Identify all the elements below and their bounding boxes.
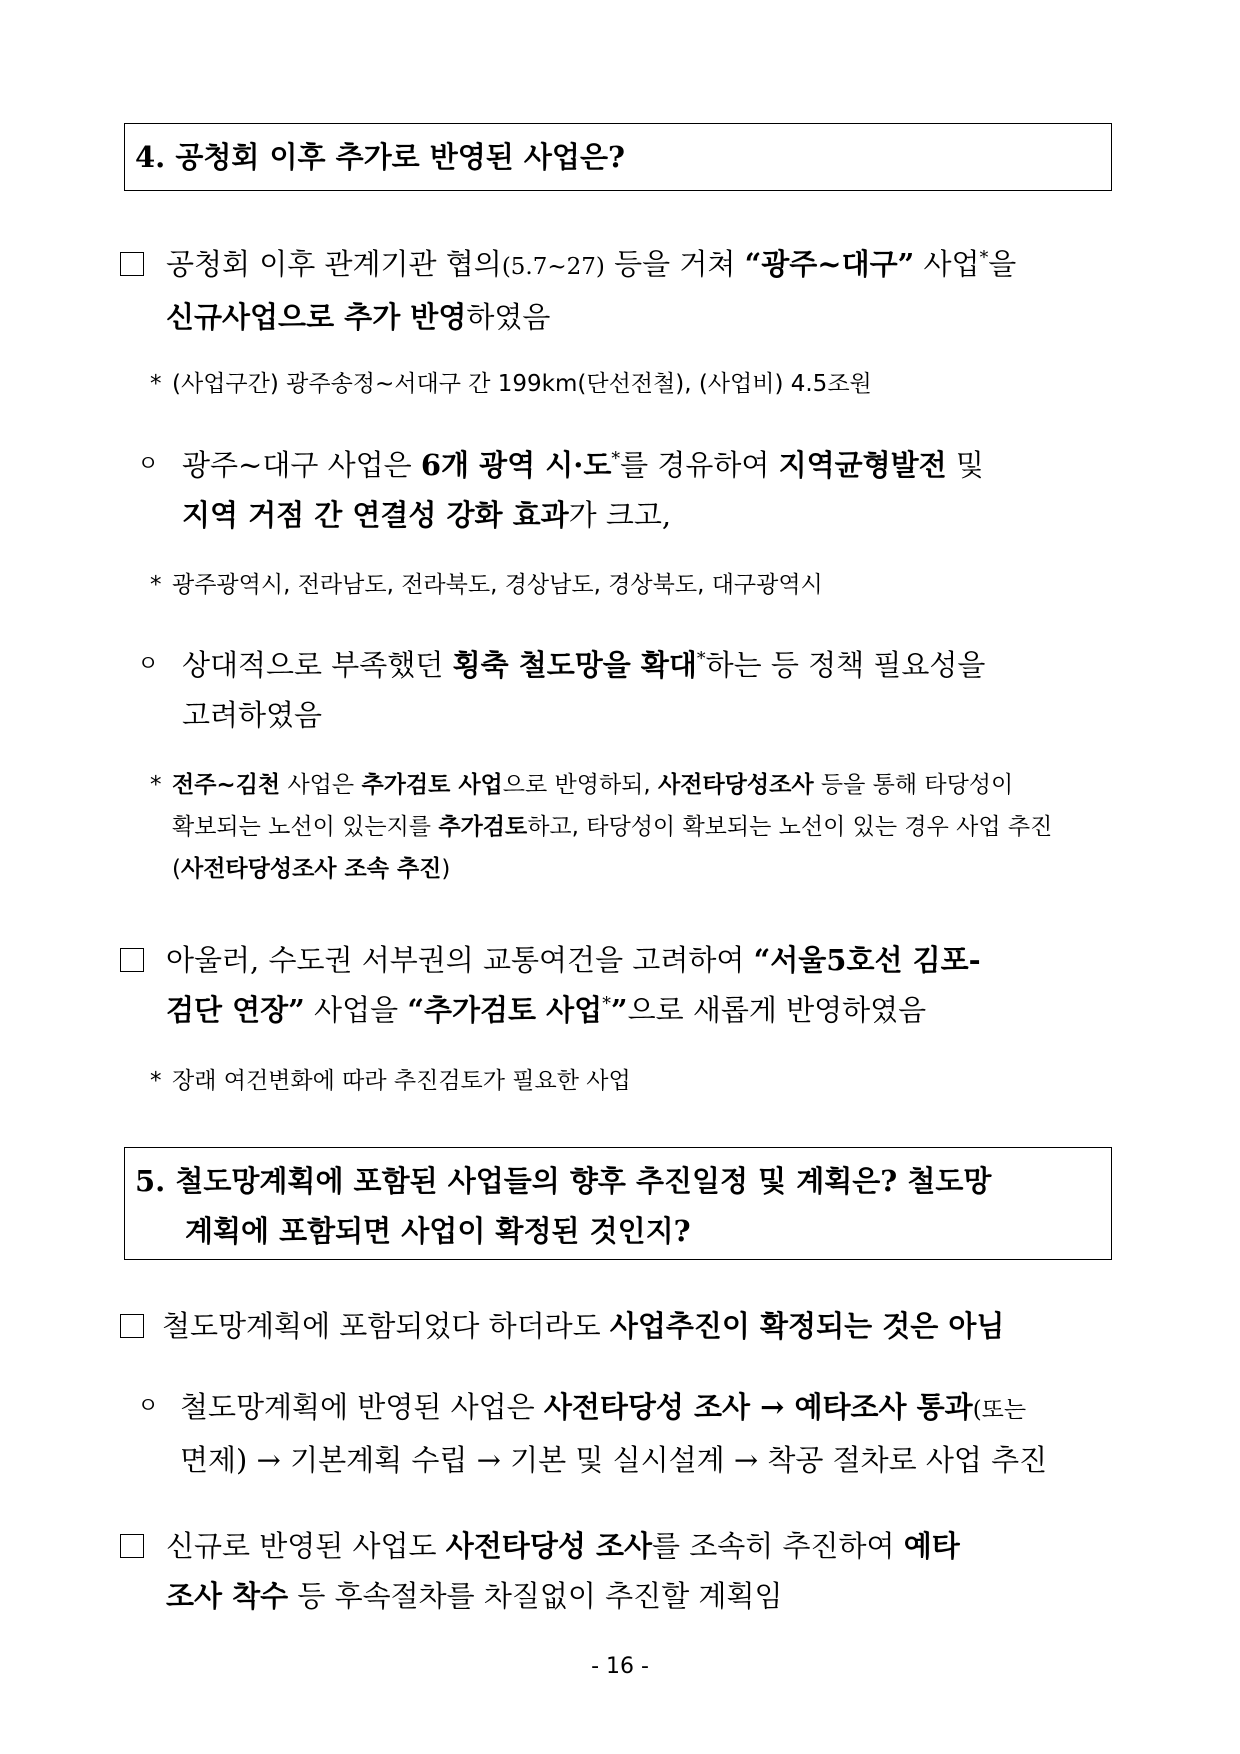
s5-text: 철도망계획에 포함되었다 하더라도: [162, 1309, 610, 1343]
question-5-line-2: 계획에 포함되면 사업이 확정된 것인지?: [185, 1214, 691, 1248]
note-3-text-4: 확보되는 노선이 있는지를: [172, 814, 439, 840]
note-3-bold-3: 사전타당성조사: [658, 772, 814, 798]
s2-bold-3: 지역 거점 간 연결성 강화 효과: [182, 498, 569, 532]
note-3-text-5: 하고, 타당성이 확보되는 노선이 있는 경우 사업 추진: [527, 814, 1053, 840]
note-3-text-1: 사업은: [280, 772, 362, 798]
note-4-text: 장래 여건변화에 따라 추진검토가 필요한 사업: [172, 1068, 631, 1094]
note-star: *: [150, 572, 162, 598]
note-star: *: [150, 371, 162, 397]
question-5-line-1: 5. 철도망계획에 포함된 사업들의 향후 추진일정 및 계획은? 철도망: [135, 1164, 992, 1198]
note-3-bold-1: 전주~김천: [172, 772, 281, 798]
circle-bullet-icon: ㅇ: [137, 652, 159, 677]
s2-text-3: 및: [946, 448, 984, 482]
note-1-text: (사업구간) 광주송정~서대구 간 199km(단선전철), (사업비) 4.5조원: [172, 371, 872, 397]
square-bullet-icon: [120, 948, 144, 972]
s1-bold-2: 신규사업으로 추가 반영: [166, 300, 467, 334]
s7-text-2: 를 조속히 추진하여: [651, 1529, 904, 1563]
circle-bullet-icon: ㅇ: [137, 452, 159, 477]
s6-text: 철도망계획에 반영된 사업은: [180, 1390, 544, 1424]
s2-bold-1: 6개 광역 시·도: [420, 448, 612, 482]
s7-bold-1: 사전타당성 조사: [445, 1529, 652, 1563]
note-3-bold-5: 사전타당성조사 조속 추진: [180, 856, 442, 882]
square-bullet-icon: [120, 252, 144, 276]
s3-text-3: 고려하였음: [182, 698, 323, 732]
question-5-box: [124, 1147, 1112, 1260]
note-4: [150, 1060, 1110, 1102]
s1-text-2: 등을 거쳐: [604, 247, 745, 281]
note-3-text-7: ): [441, 856, 451, 882]
s6-bold-1: 사전타당성 조사 → 예타조사 통과: [543, 1390, 973, 1424]
square-bullet-icon: [120, 1314, 144, 1338]
s2-text: 광주~대구 사업은: [182, 448, 421, 482]
s7-text: 신규로 반영된 사업도: [166, 1529, 446, 1563]
s6-text-3: 면제) → 기본계획 수립 → 기본 및 실시설계 → 착공 절차로 사업 추진: [180, 1443, 1048, 1477]
s7-bold-2: 예타: [903, 1529, 960, 1563]
s3-text: 상대적으로 부족했던: [182, 648, 453, 682]
s1-text-5: 하였음: [466, 300, 551, 334]
note-3-bold-2: 추가검토 사업: [361, 772, 503, 798]
note-star: *: [150, 1068, 162, 1094]
s2-text-2: 를 경유하여: [620, 448, 779, 482]
note-3-text-2: 으로 반영하되,: [502, 772, 659, 798]
note-3: [150, 764, 1112, 890]
section-4: [120, 935, 1116, 1035]
s1-text: 공청회 이후 관계기관 협의: [166, 247, 502, 281]
s5-bold-1: 사업추진이 확정되는 것은 아님: [609, 1309, 1005, 1343]
s1-text-3: 사업: [914, 247, 980, 281]
note-2: [150, 564, 1110, 606]
s3-bold-1: 횡축 철도망을 확대: [452, 648, 697, 682]
note-3-text-6: (: [172, 856, 181, 882]
s1-footnote-mark: *: [979, 248, 989, 269]
section-7: [120, 1521, 1116, 1621]
section-5: [120, 1301, 1116, 1351]
s1-text-4: 을: [988, 247, 1017, 281]
note-1: [150, 363, 1110, 405]
s4-bold-2: 검단 연장”: [166, 993, 305, 1027]
s2-text-4: 가 크고,: [568, 498, 672, 532]
square-bullet-icon: [120, 1534, 144, 1558]
note-3-text-3: 등을 통해 타당성이: [813, 772, 1014, 798]
s4-text-2: 사업을: [304, 993, 408, 1027]
s4-footnote-mark: *: [602, 994, 611, 1015]
s1-project-name: “광주~대구”: [744, 247, 915, 281]
section-2: [136, 440, 1116, 540]
page-number: - 16 -: [591, 1654, 649, 1679]
circle-bullet-icon: ㅇ: [137, 1394, 159, 1419]
s3-text-2: 하는 등 정책 필요성을: [705, 648, 986, 682]
question-4-title: 4. 공청회 이후 추가로 반영된 사업은?: [135, 140, 625, 174]
s2-bold-2: 지역균형발전: [778, 448, 947, 482]
s4-bold-4: ”: [610, 993, 628, 1027]
s4-bold-3: “추가검토 사업: [407, 993, 603, 1027]
s6-text-2: (또는: [972, 1397, 1027, 1423]
section-6: [136, 1382, 1116, 1485]
section-3: [136, 640, 1116, 740]
s7-bold-3: 조사 착수: [166, 1579, 289, 1613]
note-3-bold-4: 추가검토: [438, 814, 528, 840]
s1-date: (5.7~27): [501, 254, 605, 280]
s7-text-3: 등 후속절차를 차질없이 추진할 계획임: [288, 1579, 783, 1613]
note-2-text: 광주광역시, 전라남도, 전라북도, 경상남도, 경상북도, 대구광역시: [172, 572, 823, 598]
s2-footnote-mark: *: [611, 449, 621, 470]
question-4-box: [124, 123, 1112, 191]
s4-text-3: 으로 새롭게 반영하였음: [627, 993, 927, 1027]
note-star: *: [150, 772, 162, 798]
s4-bold-1: “서울5호선 김포-: [753, 943, 981, 977]
s3-footnote-mark: *: [696, 649, 706, 670]
s4-text: 아울러, 수도권 서부권의 교통여건을 고려하여: [166, 943, 754, 977]
section-1: [120, 239, 1116, 342]
